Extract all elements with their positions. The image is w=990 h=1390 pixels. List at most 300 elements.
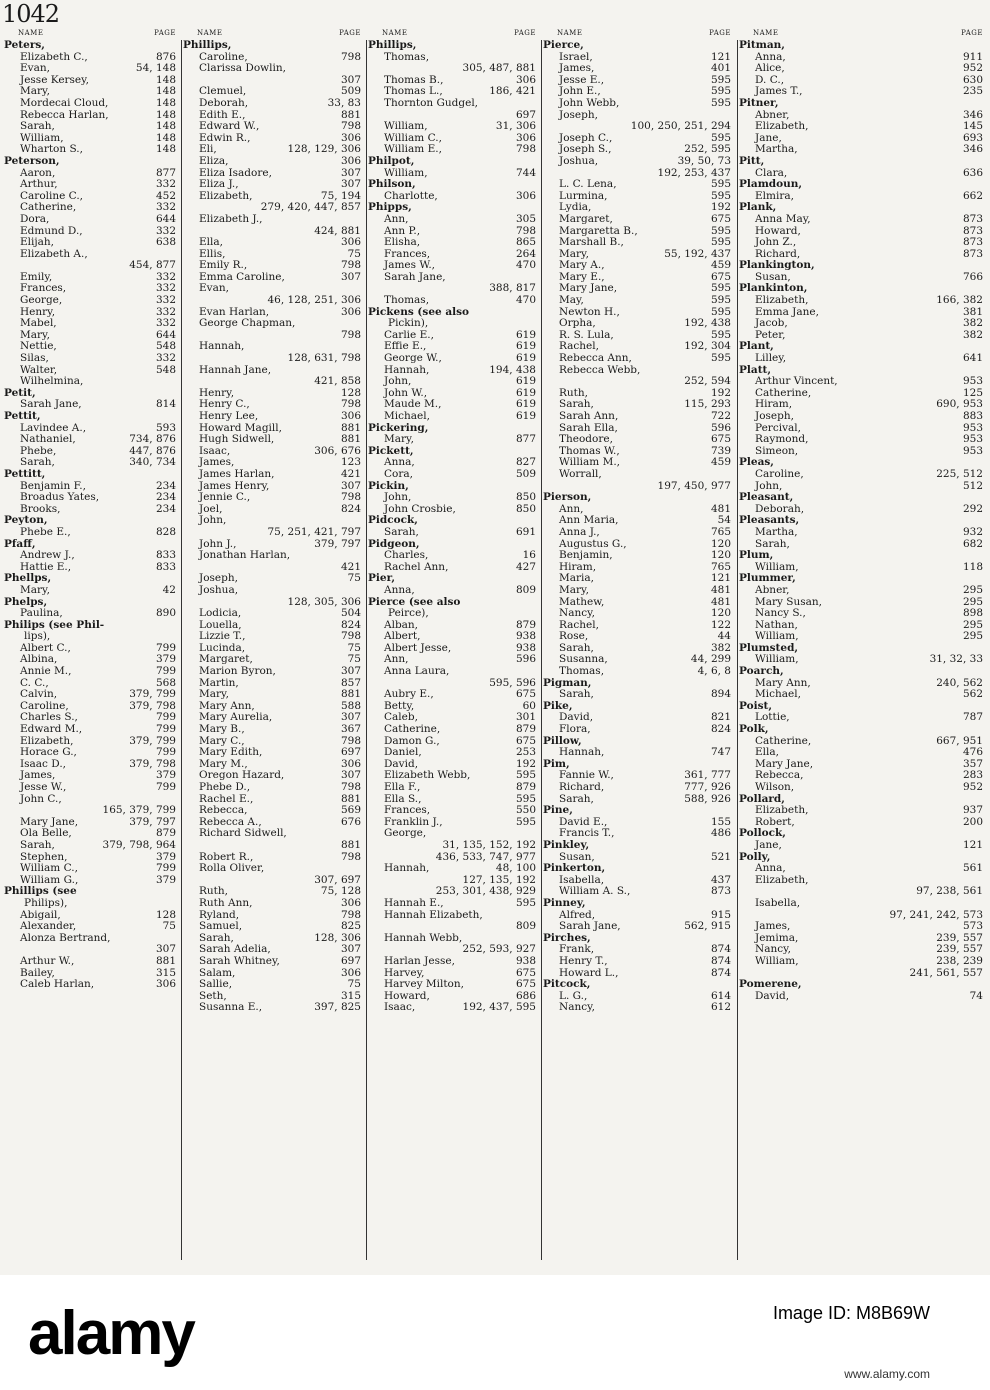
entry-pages: 33, 83	[327, 97, 361, 109]
entry-pages: 676	[340, 816, 361, 828]
entry-pages: 128, 129, 306	[287, 144, 361, 156]
entry-pages	[727, 469, 731, 481]
index-entry	[368, 631, 540, 643]
entry-name: Mary E.,	[559, 271, 605, 283]
index-entry	[368, 272, 540, 284]
surname-heading	[183, 40, 365, 52]
entry-pages: 421	[340, 561, 361, 573]
entry-name: lips),	[24, 631, 51, 643]
entry-name: Lottie,	[755, 712, 790, 724]
entry-pages: 121	[710, 573, 731, 585]
entry-name: Nancy,	[559, 1002, 595, 1014]
entry-pages: 306	[515, 132, 536, 144]
entry-name: Ruth Ann,	[199, 897, 253, 909]
entry-name: Clarissa Dowlin,	[199, 63, 286, 75]
entry-pages: 833	[155, 561, 176, 573]
entry-name: Mary Ann,	[755, 677, 811, 689]
entry-pages: 798	[515, 225, 536, 237]
entry-pages: 148	[155, 109, 176, 121]
index-entry	[183, 886, 365, 898]
entry-pages: 306	[340, 306, 361, 318]
entry-pages: 809	[515, 921, 536, 933]
entry-name: Mary,	[20, 86, 50, 98]
entry-pages	[979, 875, 983, 887]
entry-pages: 292	[962, 503, 983, 515]
entry-name	[739, 910, 759, 922]
entry-name: Howard Magill,	[199, 422, 282, 434]
entry-pages: 379	[155, 654, 176, 666]
surname-heading	[739, 156, 987, 168]
entry-pages: 595	[710, 74, 731, 86]
entry-name: Mary A.,	[559, 260, 605, 272]
entry-name: Anna,	[384, 457, 415, 469]
entry-pages: 253, 301, 438, 929	[435, 886, 536, 898]
entry-pages: 509	[340, 86, 361, 98]
entry-pages: 239, 557	[936, 944, 983, 956]
index-entry	[543, 620, 735, 632]
alamy-logo	[28, 1297, 478, 1369]
index-entry	[4, 214, 180, 226]
entry-pages: 833	[155, 550, 176, 562]
entry-pages: 504	[340, 608, 361, 620]
surname-heading	[368, 539, 540, 551]
entry-name: Silas,	[20, 353, 49, 365]
entry-pages: 306	[340, 237, 361, 249]
entry-pages: 397, 825	[314, 1002, 361, 1014]
entry-name: Abigail,	[20, 909, 61, 921]
index-entry	[368, 898, 540, 910]
index-entry	[368, 318, 540, 330]
index-entry	[183, 666, 365, 678]
surname-heading	[4, 620, 180, 632]
index-entry	[183, 597, 365, 609]
index-entry	[183, 307, 365, 319]
entry-name: John E.,	[559, 86, 601, 98]
entry-pages: 454, 877	[129, 260, 176, 272]
entry-name: Margaretta B.,	[559, 225, 638, 237]
entry-pages: 476	[962, 747, 983, 759]
surname-heading	[543, 863, 735, 875]
entry-pages: 100, 250, 251, 294	[630, 121, 731, 133]
surname-heading	[543, 678, 735, 690]
entry-name: Plankinton,	[739, 283, 808, 295]
surname-heading	[543, 40, 735, 52]
index-entry	[739, 736, 987, 748]
index-entry	[368, 886, 540, 898]
index-entry	[543, 828, 735, 840]
entry-pages: 638	[155, 237, 176, 249]
entry-name: Joseph,	[559, 109, 598, 121]
index-entry	[183, 237, 365, 249]
index-entry	[4, 365, 180, 377]
index-entry	[183, 933, 365, 945]
entry-pages: 54	[717, 515, 731, 527]
index-entry	[368, 979, 540, 991]
entry-pages: 148	[155, 121, 176, 133]
entry-pages	[532, 272, 536, 284]
entry-pages	[727, 898, 731, 910]
entry-pages	[979, 457, 983, 469]
index-entry	[543, 794, 735, 806]
surname-heading	[739, 98, 987, 110]
index-entry	[543, 237, 735, 249]
surname-heading	[543, 898, 735, 910]
index-entry	[368, 991, 540, 1003]
entry-name: Thomas W.,	[559, 445, 620, 457]
entry-name: Clemuel,	[199, 86, 247, 98]
entry-name	[183, 353, 203, 365]
entry-pages: 952	[962, 63, 983, 75]
entry-name	[739, 968, 759, 980]
entry-pages: 192	[515, 758, 536, 770]
entry-name: Susanna,	[559, 654, 608, 666]
surname-heading	[739, 701, 987, 713]
entry-name: John Z.,	[755, 237, 797, 249]
index-entry	[368, 86, 540, 98]
entry-name: Edmund D.,	[20, 225, 83, 237]
entry-name: Catherine,	[755, 387, 812, 399]
surname-heading	[739, 283, 987, 295]
entry-pages	[172, 597, 176, 609]
index-entry	[368, 654, 540, 666]
entry-name: Albert,	[384, 631, 421, 643]
entry-name: Pfaff,	[4, 538, 36, 550]
entry-name: Walter,	[20, 364, 58, 376]
entry-name	[543, 121, 563, 133]
entry-name: William G.,	[20, 874, 79, 886]
index-entry	[4, 550, 180, 562]
index-entry	[4, 446, 180, 458]
entry-name: Hannah,	[384, 364, 430, 376]
entry-pages: 798	[340, 51, 361, 63]
entry-pages: 148	[155, 132, 176, 144]
entry-name: Edwin R.,	[199, 132, 251, 144]
entry-name	[368, 283, 388, 295]
entry-name: John Webb,	[559, 97, 620, 109]
entry-pages: 192	[710, 387, 731, 399]
entry-name: Pickett,	[368, 445, 414, 457]
entry-name: William,	[384, 167, 428, 179]
entry-name: Margaret,	[199, 654, 253, 666]
entry-name: Robert R.,	[199, 851, 254, 863]
entry-name: Pidcock,	[368, 515, 418, 527]
index-entry	[739, 249, 987, 261]
index-entry	[4, 121, 180, 133]
entry-pages: 596	[515, 654, 536, 666]
surname-heading	[739, 666, 987, 678]
entry-pages: 821	[710, 712, 731, 724]
index-entry	[4, 63, 180, 75]
entry-name: Jemima,	[755, 932, 799, 944]
entry-pages: 874	[710, 967, 731, 979]
entry-pages: 953	[962, 422, 983, 434]
index-entry	[739, 295, 987, 307]
entry-pages: 777, 926	[684, 782, 731, 793]
index-entry	[739, 539, 987, 551]
column-header-name: NAME	[18, 29, 44, 37]
entry-pages: 799	[155, 712, 176, 724]
surname-heading	[543, 492, 735, 504]
entry-pages: 4, 6, 8	[697, 666, 731, 678]
entry-pages	[357, 40, 361, 52]
surname-heading	[739, 492, 987, 504]
entry-pages: 697	[340, 955, 361, 967]
index-entry	[739, 318, 987, 330]
entry-name: Thomas B.,	[384, 74, 444, 86]
entry-name: Sarah,	[20, 121, 55, 133]
entry-pages	[357, 550, 361, 562]
image-id-block	[773, 1303, 930, 1324]
entry-pages: 881	[340, 839, 361, 851]
index-entry	[4, 782, 180, 794]
index-entry	[543, 631, 735, 643]
entry-pages	[979, 852, 983, 864]
entry-name: Jane,	[755, 839, 782, 851]
entry-pages: 686	[515, 990, 536, 1002]
entry-pages: 306	[340, 967, 361, 979]
entry-pages	[172, 794, 176, 806]
entry-name: Anna J.,	[559, 526, 600, 538]
entry-name: Peters,	[4, 40, 45, 51]
entry-name: Pomerene,	[739, 979, 802, 991]
entry-name: Sarah,	[20, 457, 55, 469]
entry-name: Ryland,	[199, 909, 240, 921]
entry-name: Isaac D.,	[20, 758, 66, 770]
index-entry	[183, 539, 365, 551]
index-entry	[4, 608, 180, 620]
index-entry	[739, 608, 987, 620]
entry-pages: 798	[340, 782, 361, 793]
index-entry	[739, 933, 987, 945]
entry-name: John J.,	[199, 538, 237, 550]
entry-pages: 798	[340, 909, 361, 921]
entry-name: Benjamin,	[559, 550, 613, 562]
index-entry	[183, 828, 365, 840]
column-header-name: NAME	[753, 29, 779, 37]
entry-pages: 828	[155, 526, 176, 538]
entry-pages: 46, 128, 251, 306	[267, 295, 361, 307]
entry-name: Albert Jesse,	[384, 642, 452, 654]
entry-name: Sarah Jane,	[559, 921, 621, 933]
entry-pages: 470	[515, 260, 536, 272]
surname-heading	[739, 365, 987, 377]
index-entry	[368, 608, 540, 620]
index-entry	[543, 515, 735, 527]
entry-name: Hannah Elizabeth,	[384, 909, 483, 921]
entry-name	[368, 921, 388, 933]
entry-name: James Harlan,	[199, 468, 275, 480]
entry-name: Pike,	[543, 700, 573, 712]
entry-pages: 850	[515, 492, 536, 504]
index-entry	[543, 782, 735, 794]
index-entry	[4, 840, 180, 852]
entry-pages: 379	[155, 770, 176, 782]
entry-pages: 148	[155, 86, 176, 98]
entry-name: Frances,	[384, 248, 431, 260]
index-entry	[4, 376, 180, 388]
entry-pages: 486	[710, 828, 731, 840]
index-entry	[543, 910, 735, 922]
entry-pages: 690, 953	[936, 399, 983, 411]
entry-name: John,	[384, 376, 412, 388]
index-entry	[739, 376, 987, 388]
index-entry	[739, 307, 987, 319]
entry-name: Pickens (see also	[368, 306, 470, 318]
index-entry	[368, 689, 540, 701]
column-header	[183, 28, 365, 40]
entry-pages: 166, 382	[936, 295, 983, 307]
column-divider	[541, 40, 542, 1260]
entry-name: Deborah,	[755, 503, 805, 515]
index-entry	[543, 283, 735, 295]
entry-pages: 798	[340, 329, 361, 341]
surname-heading	[368, 40, 540, 52]
entry-name: Jonathan Harlan,	[199, 550, 291, 562]
index-entry	[4, 863, 180, 875]
column-header-name: NAME	[197, 29, 223, 37]
index-entry	[739, 805, 987, 817]
index-entry	[543, 110, 735, 122]
index-entry	[368, 492, 540, 504]
index-entry	[739, 944, 987, 956]
index-entry	[4, 585, 180, 597]
entry-pages: 235	[962, 86, 983, 98]
entry-name: Caleb,	[384, 712, 418, 724]
entry-name: David,	[559, 712, 594, 724]
entry-name: Henry,	[199, 387, 235, 399]
entry-name: William,	[755, 955, 799, 967]
entry-pages	[172, 886, 176, 898]
index-entry	[4, 457, 180, 469]
index-entry	[4, 86, 180, 98]
entry-name: Ann,	[384, 654, 409, 666]
entry-name: Eliza Isadore,	[199, 167, 272, 179]
entry-name: Lilley,	[755, 353, 787, 365]
index-entry	[543, 376, 735, 388]
entry-pages: 595	[515, 816, 536, 828]
entry-pages	[357, 365, 361, 377]
entry-name: Phebe E.,	[20, 526, 71, 538]
entry-name	[183, 562, 203, 574]
entry-name: Phebe D.,	[199, 782, 251, 793]
entry-pages: 824	[340, 503, 361, 515]
entry-pages: 682	[962, 538, 983, 550]
entry-name: Evan,	[199, 283, 229, 295]
index-entry	[183, 52, 365, 64]
entry-pages: 595, 596	[489, 677, 536, 689]
index-entry	[4, 434, 180, 446]
entry-list	[4, 40, 180, 991]
entry-pages: 192, 438	[684, 318, 731, 330]
surname-heading	[739, 550, 987, 562]
entry-name: Mary,	[199, 689, 229, 701]
index-entry	[543, 817, 735, 829]
entry-name: Abner,	[755, 584, 790, 596]
entry-pages: 264	[515, 248, 536, 260]
index-entry	[4, 678, 180, 690]
index-entry	[4, 341, 180, 353]
entry-name: Ella S.,	[384, 793, 422, 805]
entry-pages	[357, 585, 361, 597]
entry-name: Aubry E.,	[384, 689, 434, 701]
entry-name: Sarah Ella,	[559, 422, 618, 434]
entry-name: John C.,	[20, 793, 62, 805]
entry-pages: 595	[710, 283, 731, 295]
entry-name: Hiram,	[755, 399, 793, 411]
entry-pages: 307	[340, 712, 361, 724]
entry-name: David,	[755, 990, 790, 1002]
entry-name: Peyton,	[4, 515, 48, 527]
entry-name: Evan,	[20, 63, 50, 75]
entry-pages: 881	[155, 955, 176, 967]
entry-pages: 744	[515, 167, 536, 179]
entry-pages: 340, 734	[129, 457, 176, 469]
entry-pages: 401	[710, 63, 731, 75]
entry-pages: 307	[155, 944, 176, 956]
index-entry	[183, 921, 365, 933]
entry-pages	[532, 446, 536, 458]
index-entry	[4, 330, 180, 342]
entry-name: Pierce (see also	[368, 596, 461, 608]
entry-pages	[172, 40, 176, 52]
entry-pages: 915	[710, 909, 731, 921]
surname-heading	[368, 573, 540, 585]
entry-name: Fannie W.,	[559, 770, 614, 782]
entry-pages: 306	[340, 155, 361, 167]
entry-name: Anna,	[755, 863, 786, 875]
entry-pages: 148	[155, 74, 176, 86]
entry-name: Paulina,	[20, 608, 63, 620]
entry-pages	[532, 40, 536, 52]
entry-name: Lizzie T.,	[199, 631, 246, 643]
entry-name: Worrall,	[559, 468, 602, 480]
surname-heading	[543, 840, 735, 852]
entry-name: Betty,	[384, 700, 415, 712]
entry-pages: 827	[515, 457, 536, 469]
index-entry	[183, 968, 365, 980]
entry-pages: 379, 799	[129, 735, 176, 747]
index-entry	[368, 805, 540, 817]
entry-name: Sarah,	[559, 642, 594, 654]
entry-name: Mary,	[559, 248, 589, 260]
index-entry	[4, 492, 180, 504]
entry-name: Susan,	[559, 851, 595, 863]
entry-name: Seth,	[199, 990, 227, 1002]
entry-name: Susanna E.,	[199, 1002, 263, 1014]
entry-pages	[532, 828, 536, 840]
index-entry	[739, 631, 987, 643]
entry-name: Thomas,	[384, 295, 430, 307]
entry-pages: 307	[340, 666, 361, 678]
entry-pages: 192	[710, 202, 731, 214]
entry-pages	[979, 550, 983, 562]
entry-name: Hannah,	[384, 863, 430, 875]
column-header-page: PAGE	[961, 29, 983, 37]
index-entry	[368, 968, 540, 980]
index-entry	[4, 898, 180, 910]
index-entry	[183, 156, 365, 168]
entry-name: George,	[20, 295, 63, 307]
surname-heading	[543, 933, 735, 945]
entry-pages	[532, 666, 536, 678]
surname-heading	[739, 573, 987, 585]
surname-heading	[543, 805, 735, 817]
entry-name: Clara,	[755, 167, 788, 179]
index-entry	[4, 318, 180, 330]
index-entry	[368, 75, 540, 87]
entry-name: Arthur,	[20, 179, 58, 191]
entry-pages: 388, 817	[489, 283, 536, 295]
